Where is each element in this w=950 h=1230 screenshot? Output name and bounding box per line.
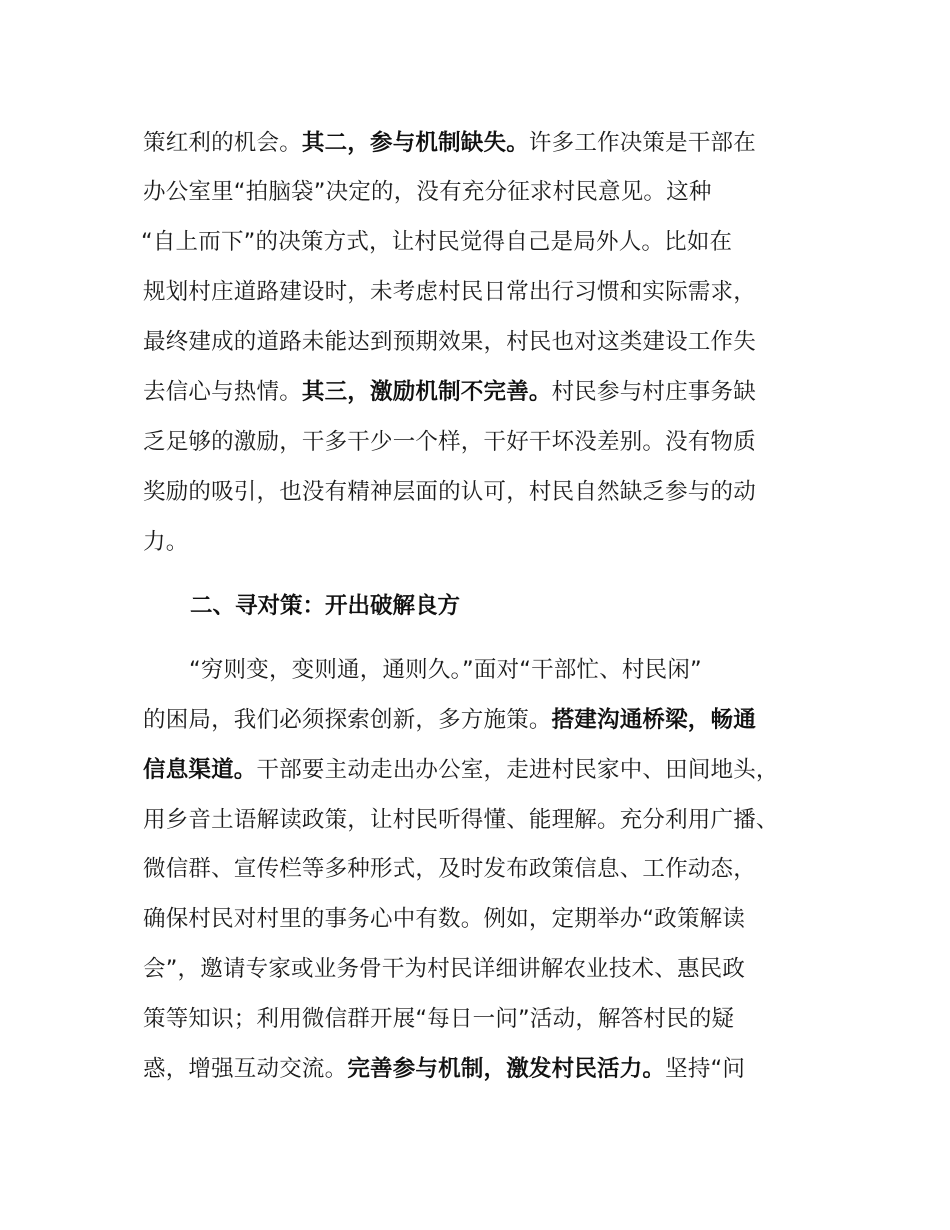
paragraph-1-line-9: 力。 (143, 529, 189, 555)
paragraph-1-line-3: “自上而下”的决策方式，让村民觉得自己是局外人。比如在 (141, 229, 733, 255)
text-run: 的困局，我们必须探索创新，多方施策。 (143, 707, 552, 733)
paragraph-1-line-4: 规划村庄道路建设时，未考虑村民日常出行习惯和实际需求， (143, 279, 756, 305)
paragraph-1-line-7: 乏足够的激励，干多干少一个样，干好干坏没差别。没有物质 (143, 429, 756, 455)
paragraph-1-line-6 (143, 381, 756, 404)
section-heading: 二、寻对策：开出破解良方 (190, 593, 461, 619)
paragraph-2-line-6: 确保村民对村里的事务心中有数。例如，定期举办“政策解读 (143, 906, 746, 932)
text-run: 惑，增强互动交流。 (143, 1056, 348, 1082)
paragraph-1-line-2: 办公室里“拍脑袋”决定的，没有充分征求村民意见。这种 (143, 179, 712, 205)
paragraph-2-line-3 (143, 759, 779, 782)
paragraph-2-line-5: 微信群、宣传栏等多种形式，及时发布政策信息、工作动态， (143, 856, 756, 882)
text-run: 村民参与村庄事务缺 (551, 379, 756, 405)
bold-phrase: 搭建沟通桥梁，畅通 (551, 707, 756, 733)
text-run: 干部要主动走出办公室，走进村民家中、田间地头， (256, 757, 779, 783)
paragraph-1-line-1 (143, 132, 756, 155)
paragraph-2-line-4: 用乡音土语解读政策，让村民听得懂、能理解。充分利用广播、 (143, 807, 779, 833)
text-run: 去信心与热情。 (143, 379, 302, 405)
paragraph-2-line-2 (143, 709, 756, 732)
bold-phrase: 其三，激励机制不完善。 (301, 379, 552, 405)
text-run: 许多工作决策是干部在 (528, 130, 756, 156)
paragraph-1-line-5: 最终建成的道路未能达到预期效果，村民也对这类建设工作失 (143, 329, 756, 355)
text-run: 策红利的机会。 (143, 130, 302, 156)
paragraph-2-line-1: “穷则变，变则通，通则久。”面对“干部忙、村民闲” (189, 657, 702, 683)
bold-phrase: 完善参与机制，激发村民活力。 (347, 1056, 666, 1082)
bold-phrase: 信息渠道。 (143, 757, 257, 783)
bold-phrase: 其二，参与机制缺失。 (301, 130, 529, 156)
paragraph-1-line-8: 奖励的吸引，也没有精神层面的认可，村民自然缺乏参与的动 (143, 479, 756, 505)
text-run: 坚持“问 (665, 1056, 746, 1082)
paragraph-2-line-7: 会”，邀请专家或业务骨干为村民详细讲解农业技术、惠民政 (143, 956, 746, 982)
paragraph-2-line-9 (143, 1058, 745, 1081)
paragraph-2-line-8: 策等知识；利用微信群开展“每日一问”活动，解答村民的疑 (143, 1006, 735, 1032)
